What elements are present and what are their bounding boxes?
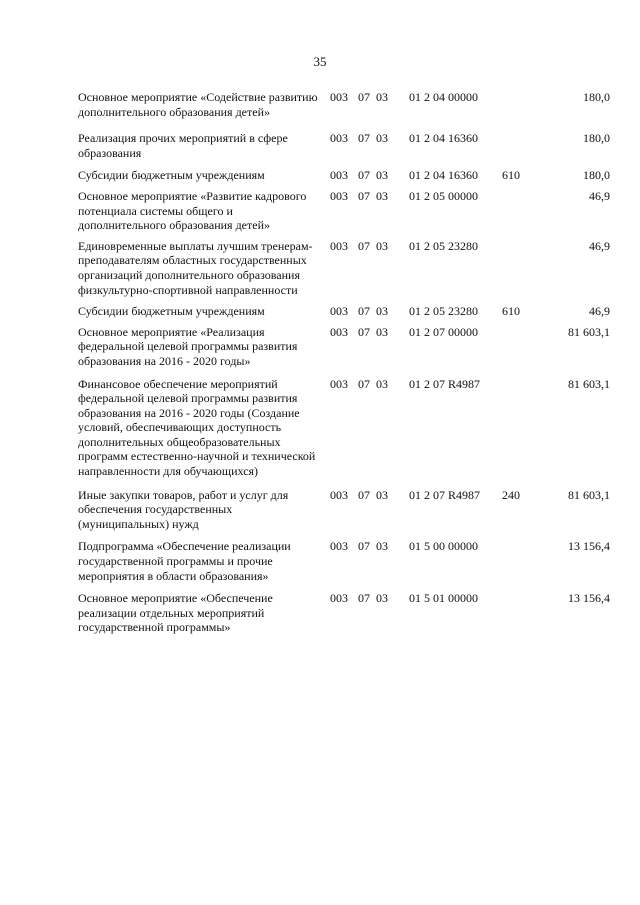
- table-row: [78, 131, 610, 160]
- table-row: [78, 239, 610, 297]
- row-target-article: 01 5 00 00000: [409, 539, 478, 554]
- row-target-article: 01 5 01 00000: [409, 591, 478, 606]
- row-subsection-code: 03: [376, 539, 388, 554]
- row-section-code: 07: [358, 168, 370, 183]
- row-ved-code: 003: [330, 539, 348, 554]
- row-subsection-code: 03: [376, 487, 388, 502]
- table-row: [78, 304, 610, 319]
- row-target-article: 01 2 07 R4987: [409, 376, 481, 391]
- row-amount: 46,9: [589, 238, 610, 253]
- row-section-code: 07: [358, 376, 370, 391]
- row-name: Подпрограмма «Обеспечение реализации государственной программы и прочие мероприятия в области образования»: [78, 539, 291, 583]
- row-amount: 46,9: [589, 304, 610, 319]
- row-name: Субсидии бюджетным учреждениям: [78, 168, 265, 183]
- row-ved-code: 003: [330, 188, 348, 203]
- row-name: Единовременные выплаты лучшим тренерам-преподавателям областных государственных организаций дополнительного образования физкультурно-спортивной направленности: [78, 238, 313, 297]
- row-ved-code: 003: [330, 324, 348, 339]
- table-row: [78, 90, 610, 119]
- row-target-article: 01 2 05 23280: [409, 304, 478, 319]
- row-name: Основное мероприятие «Содействие развитию дополнительного образования детей»: [78, 90, 318, 119]
- row-subsection-code: 03: [376, 131, 388, 146]
- row-ved-code: 003: [330, 131, 348, 146]
- row-ved-code: 003: [330, 591, 348, 606]
- table-row: [78, 325, 610, 369]
- row-ved-code: 003: [330, 304, 348, 319]
- row-ved-code: 003: [330, 90, 348, 104]
- row-amount: 13 156,4: [568, 591, 610, 606]
- row-amount: 81 603,1: [568, 487, 610, 502]
- row-section-code: 07: [358, 238, 370, 253]
- row-amount: 46,9: [589, 188, 610, 203]
- row-amount: 81 603,1: [568, 324, 610, 339]
- row-amount: 13 156,4: [568, 539, 610, 554]
- row-subsection-code: 03: [376, 188, 388, 203]
- row-section-code: 07: [358, 324, 370, 339]
- row-expense-type: 610: [502, 304, 520, 319]
- table-row: [78, 168, 610, 183]
- page-number: 35: [313, 54, 327, 69]
- row-name: Реализация прочих мероприятий в сфере образования: [78, 131, 288, 160]
- row-subsection-code: 03: [376, 324, 388, 339]
- table-row: [78, 189, 610, 233]
- row-ved-code: 003: [330, 238, 348, 253]
- row-name: Основное мероприятие «Обеспечение реализации отдельных мероприятий государственной программы»: [78, 591, 273, 635]
- row-subsection-code: 03: [376, 304, 388, 319]
- row-ved-code: 003: [330, 487, 348, 502]
- row-target-article: 01 2 07 00000: [409, 324, 478, 339]
- row-subsection-code: 03: [376, 238, 388, 253]
- row-subsection-code: 03: [376, 591, 388, 606]
- row-name: Основное мероприятие «Реализация федеральной целевой программы развития образования на 2016 - 2020 годы»: [78, 324, 298, 368]
- row-target-article: 01 2 05 00000: [409, 188, 478, 203]
- row-section-code: 07: [358, 304, 370, 319]
- row-amount: 180,0: [583, 131, 610, 146]
- row-section-code: 07: [358, 539, 370, 554]
- row-section-code: 07: [358, 591, 370, 606]
- row-amount: 180,0: [583, 168, 610, 183]
- row-name: Финансовое обеспечение мероприятий федеральной целевой программы развития образования на 2016 - 2020 годы (Создание условий, обеспечивающих доступность дополнительных общеобразовательных программ естественно-научной и технической направленности для обучающихся): [78, 376, 316, 479]
- row-target-article: 01 2 04 00000: [409, 90, 478, 104]
- budget-table: [78, 90, 610, 635]
- row-section-code: 07: [358, 487, 370, 502]
- row-target-article: 01 2 04 16360: [409, 131, 478, 146]
- table-row: [78, 591, 610, 635]
- table-row: [78, 488, 610, 532]
- row-subsection-code: 03: [376, 168, 388, 183]
- row-subsection-code: 03: [376, 376, 388, 391]
- row-expense-type: 240: [502, 487, 520, 502]
- row-subsection-code: 03: [376, 90, 388, 104]
- row-amount: 180,0: [583, 90, 610, 104]
- row-name: Иные закупки товаров, работ и услуг для обеспечения государственных (муниципальных) нужд: [78, 487, 289, 531]
- row-ved-code: 003: [330, 376, 348, 391]
- row-name: Основное мероприятие «Развитие кадрового потенциала системы общего и дополнительного образования детей»: [78, 188, 307, 233]
- row-section-code: 07: [358, 188, 370, 203]
- row-section-code: 07: [358, 131, 370, 146]
- row-name: Субсидии бюджетным учреждениям: [78, 304, 265, 319]
- row-section-code: 07: [358, 90, 370, 104]
- row-target-article: 01 2 05 23280: [409, 238, 478, 253]
- row-target-article: 01 2 04 16360: [409, 168, 478, 183]
- row-ved-code: 003: [330, 168, 348, 183]
- row-amount: 81 603,1: [568, 376, 610, 391]
- row-expense-type: 610: [502, 168, 520, 183]
- row-target-article: 01 2 07 R4987: [409, 487, 481, 502]
- table-row: [78, 377, 610, 479]
- table-row: [78, 539, 610, 583]
